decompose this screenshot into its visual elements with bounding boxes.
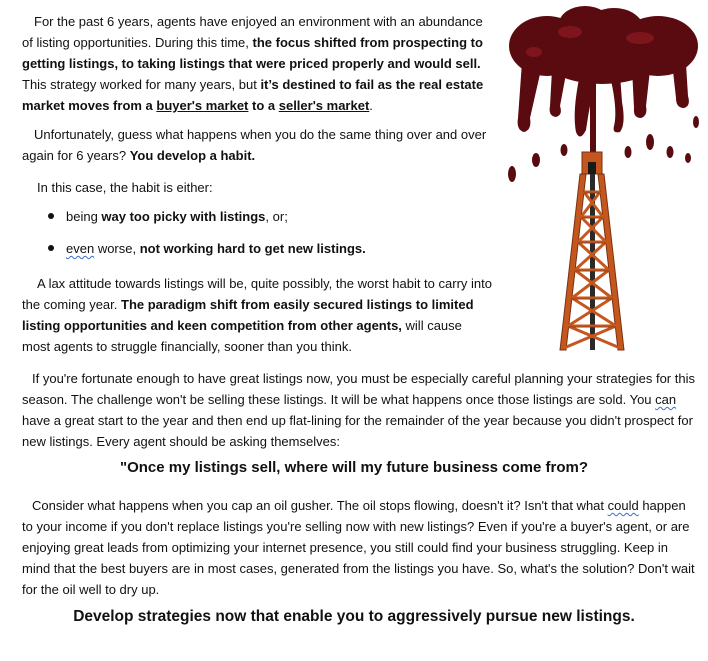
habit-text: Unfortunately, guess what happens when you do the same thing over and over again for 6 years? [22, 127, 487, 163]
habit-list [22, 206, 492, 270]
habit-bold-text: You develop a habit. [129, 148, 256, 163]
intro-bold-text: the focus shifted from prospecting to getting listings, to taking listings that were priced properly and would sell. [22, 35, 483, 71]
sellers-market-text: seller's market [278, 98, 370, 113]
paragraph-lax-attitude: A lax attitude towards listings will be, quite possibly, the worst habit to carry into the coming year. The paradigm shift from easily secured listings to limited listing opportunities and keen competition from other agents, will cause most agents to struggle financially, sooner than you think. [22, 276, 492, 354]
buyers-market-text: buyer's market [156, 98, 249, 113]
list-item: being way too picky with listings, or; [22, 206, 492, 227]
paragraph-habit [22, 124, 492, 166]
pull-quote: "Once my listings sell, where will my future business come from? [119, 459, 589, 476]
paragraph-fortunate: If you're fortunate enough to have great listings now, you must be especially careful planning your strategies for this season. The challenge won't be selling these listings. It will be what happens once those listings are sold. You can have a great start to the year and then end up flat-lining for the remainder of the year because you didn't prospect for new listings. Every agent should be asking themselves: [22, 371, 695, 449]
intro-text-2: This strategy worked for many years, but [22, 77, 261, 92]
spellcheck-word: even [66, 241, 95, 256]
oil-splash [508, 6, 699, 182]
list-item: even worse, not working hard to get new listings. [22, 238, 492, 259]
derrick-tower [560, 152, 624, 350]
paragraph-case: In this case, the habit is either: [37, 180, 213, 195]
spellcheck-word: can [655, 392, 677, 407]
oil-gusher-derrick-icon [500, 2, 705, 352]
paragraph-oil-gusher: Consider what happens when you cap an oil gusher. The oil stops flowing, doesn't it? Isn't that what could happen to your income if you don't replace listings you're selling now with new listings? Even if you're a buyer's agent, or are enjoying great leads from optimizing your internet presence, you still could find your business struggling. Keep in mind that the best buyers are in most cases, generated from the listings you have. So, what's the solution? Don't wait for the oil well to dry up. [22, 498, 695, 597]
bullet-icon [48, 245, 54, 251]
closing-statement: Develop strategies now that enable you to aggressively pursue new listings. [73, 608, 635, 625]
spellcheck-word: could [607, 498, 639, 513]
paragraph-intro: For the past 6 years, agents have enjoyed an environment with an abundance of listing opportunities. During this time, the focus shifted from prospecting to getting listings, to taking listings that were priced properly and would sell. This strategy worked for many years, but it’s destined to fail as the real estate market moves from a buyer's market to a seller's market. [22, 14, 484, 113]
intro-bold-text-2: it’s destined to fail as the real estate market moves from a buyer's market to a seller's market [22, 77, 484, 113]
intro-text: For the past 6 years, agents have enjoyed an environment with an abundance of listing opportunities. During this time, [22, 14, 483, 50]
bullet-icon [48, 213, 54, 219]
